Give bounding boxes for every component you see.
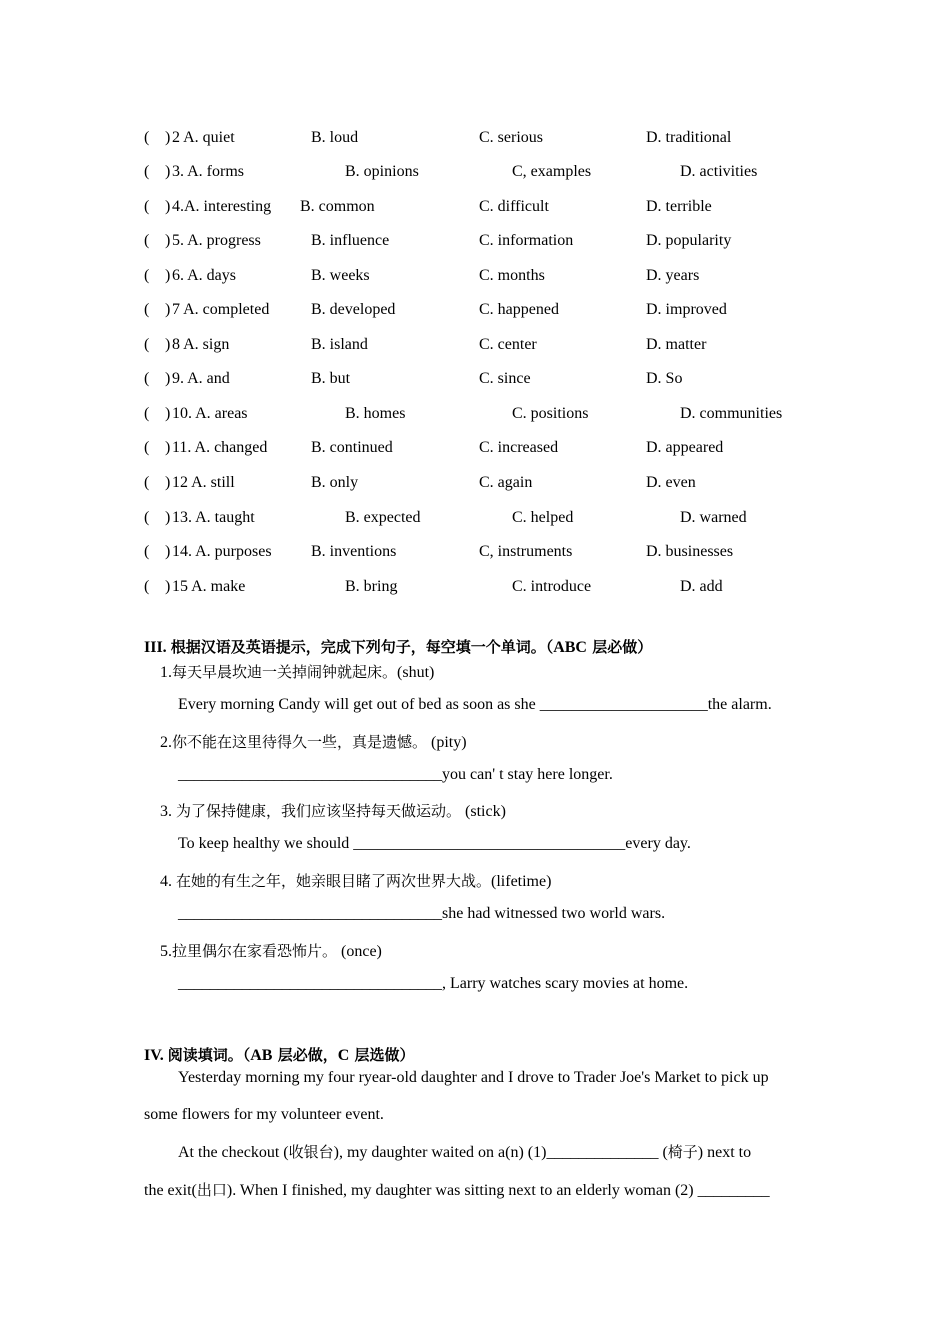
passage-line-2: some flowers for my volunteer event. bbox=[144, 1106, 384, 1123]
choice-question-row bbox=[0, 404, 950, 424]
choice-question-row bbox=[0, 300, 950, 320]
choice-question-row bbox=[0, 335, 950, 355]
section-4-level-ab: AB bbox=[250, 1047, 273, 1064]
option-d[interactable]: D. activities bbox=[680, 163, 758, 180]
option-b[interactable]: B. developed bbox=[311, 301, 396, 318]
item-5-answer[interactable]: _________________________________, Larry watches scary movies at home. bbox=[178, 975, 689, 992]
option-b[interactable]: B. inventions bbox=[311, 543, 397, 560]
passage-text: At the checkout ( bbox=[178, 1144, 289, 1161]
option-a[interactable]: 7 A. completed bbox=[172, 301, 270, 318]
section-3-heading bbox=[144, 636, 652, 657]
option-d[interactable]: D. warned bbox=[680, 509, 747, 526]
option-d[interactable]: D. terrible bbox=[646, 198, 712, 215]
answer-paren-close: ) bbox=[165, 163, 171, 180]
answer-paren-open[interactable]: ( bbox=[144, 439, 150, 456]
item-number: 3. bbox=[160, 803, 176, 820]
section-4-level-c: C bbox=[337, 1047, 350, 1064]
answer-paren-open[interactable]: ( bbox=[144, 129, 150, 146]
item-chinese: 拉里偶尔在家看恐怖片。 bbox=[172, 942, 338, 960]
answer-paren-open[interactable]: ( bbox=[144, 232, 150, 249]
option-a[interactable]: 13. A. taught bbox=[172, 509, 255, 526]
section-3-number: III. bbox=[144, 639, 171, 656]
section-4-title-end: 层选做） bbox=[349, 1046, 415, 1064]
option-b[interactable]: B. but bbox=[311, 370, 351, 387]
answer-paren-open[interactable]: ( bbox=[144, 543, 150, 560]
passage-blank-2[interactable]: ). When I finished, my daughter was sitting next to an elderly woman (2) _________ bbox=[226, 1182, 770, 1199]
option-c[interactable]: C. since bbox=[479, 370, 531, 387]
option-d[interactable]: D. So bbox=[646, 370, 683, 387]
option-c[interactable]: C. helped bbox=[512, 509, 574, 526]
option-b[interactable]: B. common bbox=[300, 198, 375, 215]
option-b[interactable]: B. island bbox=[311, 336, 368, 353]
answer-paren-close: ) bbox=[165, 370, 171, 387]
item-number: 5. bbox=[160, 943, 172, 960]
item-number: 1. bbox=[160, 664, 172, 681]
section-4-heading bbox=[144, 1044, 415, 1065]
choice-question-row bbox=[0, 369, 950, 389]
option-a[interactable]: 5. A. progress bbox=[172, 232, 261, 249]
answer-paren-open[interactable]: ( bbox=[144, 301, 150, 318]
option-c[interactable]: C. happened bbox=[479, 301, 559, 318]
answer-paren-open[interactable]: ( bbox=[144, 198, 150, 215]
option-a[interactable]: 6. A. days bbox=[172, 267, 236, 284]
passage-line-4 bbox=[144, 1179, 770, 1200]
item-chinese: 你不能在这里待得久一些，真是遗憾。 bbox=[172, 733, 428, 751]
option-c[interactable]: C. months bbox=[479, 267, 545, 284]
item-2-answer[interactable]: _________________________________you can' t stay here longer. bbox=[178, 766, 613, 783]
option-c[interactable]: C. information bbox=[479, 232, 574, 249]
answer-paren-open[interactable]: ( bbox=[144, 336, 150, 353]
option-b[interactable]: B. loud bbox=[311, 129, 359, 146]
option-d[interactable]: D. years bbox=[646, 267, 700, 284]
option-c[interactable]: C. increased bbox=[479, 439, 559, 456]
passage-chinese-gloss: 收银台 bbox=[288, 1143, 334, 1161]
item-1-answer[interactable]: Every morning Candy will get out of bed as soon as she _____________________the alarm. bbox=[178, 696, 772, 713]
choice-question-row bbox=[0, 197, 950, 217]
option-a[interactable]: 14. A. purposes bbox=[172, 543, 272, 560]
option-d[interactable]: D. appeared bbox=[646, 439, 724, 456]
option-a[interactable]: 10. A. areas bbox=[172, 405, 248, 422]
answer-paren-close: ) bbox=[165, 129, 171, 146]
option-d[interactable]: D. communities bbox=[680, 405, 783, 422]
item-hint: (shut) bbox=[397, 664, 435, 681]
choice-question-row bbox=[0, 473, 950, 493]
passage-chinese-gloss: 出口 bbox=[196, 1181, 227, 1199]
answer-paren-close: ) bbox=[165, 543, 171, 560]
option-b[interactable]: B. opinions bbox=[345, 163, 419, 180]
passage-line-3 bbox=[178, 1141, 751, 1162]
section-3-title: 根据汉语及英语提示，完成下列句子，每空填一个单词。（ bbox=[170, 638, 554, 656]
option-b[interactable]: B. continued bbox=[311, 439, 393, 456]
option-c[interactable]: C. positions bbox=[512, 405, 589, 422]
option-c[interactable]: C. again bbox=[479, 474, 533, 491]
option-a[interactable]: 8 A. sign bbox=[172, 336, 230, 353]
option-d[interactable]: D. businesses bbox=[646, 543, 734, 560]
answer-paren-close: ) bbox=[165, 578, 171, 595]
answer-paren-close: ) bbox=[165, 198, 171, 215]
section-4-title-mid: 层必做， bbox=[272, 1046, 338, 1064]
item-1-prompt bbox=[160, 661, 434, 682]
option-b[interactable]: B. bring bbox=[345, 578, 398, 595]
item-3-prompt bbox=[160, 800, 506, 821]
option-a[interactable]: 2 A. quiet bbox=[172, 129, 235, 146]
option-b[interactable]: B. expected bbox=[345, 509, 421, 526]
option-d[interactable]: D. even bbox=[646, 474, 696, 491]
section-4-title: 阅读填词。（ bbox=[167, 1046, 251, 1064]
option-b[interactable]: B. influence bbox=[311, 232, 390, 249]
item-hint: (lifetime) bbox=[491, 873, 552, 890]
item-4-answer[interactable]: _________________________________she had witnessed two world wars. bbox=[178, 905, 666, 922]
section-4-number: IV. bbox=[144, 1047, 168, 1064]
option-b[interactable]: B. weeks bbox=[311, 267, 370, 284]
answer-paren-close: ) bbox=[165, 439, 171, 456]
option-c[interactable]: C. center bbox=[479, 336, 537, 353]
item-hint: (stick) bbox=[461, 803, 506, 820]
option-d[interactable]: D. popularity bbox=[646, 232, 732, 249]
answer-paren-open[interactable]: ( bbox=[144, 474, 150, 491]
option-d[interactable]: D. traditional bbox=[646, 129, 732, 146]
answer-paren-close: ) bbox=[165, 232, 171, 249]
passage-chinese-gloss: 椅子 bbox=[667, 1143, 698, 1161]
answer-paren-close: ) bbox=[165, 509, 171, 526]
item-2-prompt bbox=[160, 731, 467, 752]
option-a[interactable]: 4.A. interesting bbox=[172, 198, 272, 215]
option-c[interactable]: C. serious bbox=[479, 129, 543, 146]
item-number: 2. bbox=[160, 734, 172, 751]
answer-paren-open[interactable]: ( bbox=[144, 578, 150, 595]
item-chinese: 每天早晨坎迪一关掉闹钟就起床。 bbox=[172, 663, 398, 681]
option-a[interactable]: 9. A. and bbox=[172, 370, 230, 387]
section-3-level: ABC bbox=[553, 639, 587, 656]
answer-paren-close: ) bbox=[165, 405, 171, 422]
option-d[interactable]: D. add bbox=[680, 578, 723, 595]
passage-text: ) next to bbox=[697, 1144, 752, 1161]
option-c[interactable]: C. introduce bbox=[512, 578, 592, 595]
choice-question-row bbox=[0, 128, 950, 148]
choice-question-row bbox=[0, 542, 950, 562]
option-d[interactable]: D. improved bbox=[646, 301, 727, 318]
item-4-prompt bbox=[160, 870, 551, 891]
answer-paren-open[interactable]: ( bbox=[144, 370, 150, 387]
item-number: 4. bbox=[160, 873, 176, 890]
option-a[interactable]: 11. A. changed bbox=[172, 439, 268, 456]
answer-paren-open[interactable]: ( bbox=[144, 267, 150, 284]
option-b[interactable]: B. only bbox=[311, 474, 359, 491]
choice-question-row bbox=[0, 577, 950, 597]
choice-question-row bbox=[0, 438, 950, 458]
item-chinese: 在她的有生之年，她亲眼目睹了两次世界大战。 bbox=[176, 872, 492, 890]
answer-paren-close: ) bbox=[165, 267, 171, 284]
section-3-title-end: 层必做） bbox=[586, 638, 653, 656]
choice-question-row bbox=[0, 266, 950, 286]
option-a[interactable]: 12 A. still bbox=[172, 474, 235, 491]
option-c[interactable]: C. difficult bbox=[479, 198, 549, 215]
option-c[interactable]: C, instruments bbox=[479, 543, 573, 560]
answer-paren-open[interactable]: ( bbox=[144, 163, 150, 180]
answer-paren-close: ) bbox=[165, 336, 171, 353]
option-a[interactable]: 3. A. forms bbox=[172, 163, 244, 180]
option-a[interactable]: 15 A. make bbox=[172, 578, 246, 595]
passage-text: the exit( bbox=[144, 1182, 197, 1199]
answer-paren-close: ) bbox=[165, 301, 171, 318]
passage-line-1: Yesterday morning my four ryear-old daughter and I drove to Trader Joe's Market to pick up bbox=[178, 1069, 769, 1086]
choice-question-row bbox=[0, 231, 950, 251]
item-3-answer[interactable]: To keep healthy we should __________________________________every day. bbox=[178, 835, 691, 852]
passage-blank-1[interactable]: ), my daughter waited on a(n) (1)______________ ( bbox=[333, 1144, 668, 1161]
option-b[interactable]: B. homes bbox=[345, 405, 406, 422]
answer-paren-open[interactable]: ( bbox=[144, 405, 150, 422]
option-c[interactable]: C, examples bbox=[512, 163, 592, 180]
answer-paren-open[interactable]: ( bbox=[144, 509, 150, 526]
answer-paren-close: ) bbox=[165, 474, 171, 491]
item-hint: (pity) bbox=[427, 734, 467, 751]
item-hint: (once) bbox=[337, 943, 382, 960]
item-chinese: 为了保持健康，我们应该坚持每天做运动。 bbox=[176, 802, 462, 820]
option-d[interactable]: D. matter bbox=[646, 336, 707, 353]
choice-question-row bbox=[0, 508, 950, 528]
choice-question-row bbox=[0, 162, 950, 182]
item-5-prompt bbox=[160, 940, 382, 961]
